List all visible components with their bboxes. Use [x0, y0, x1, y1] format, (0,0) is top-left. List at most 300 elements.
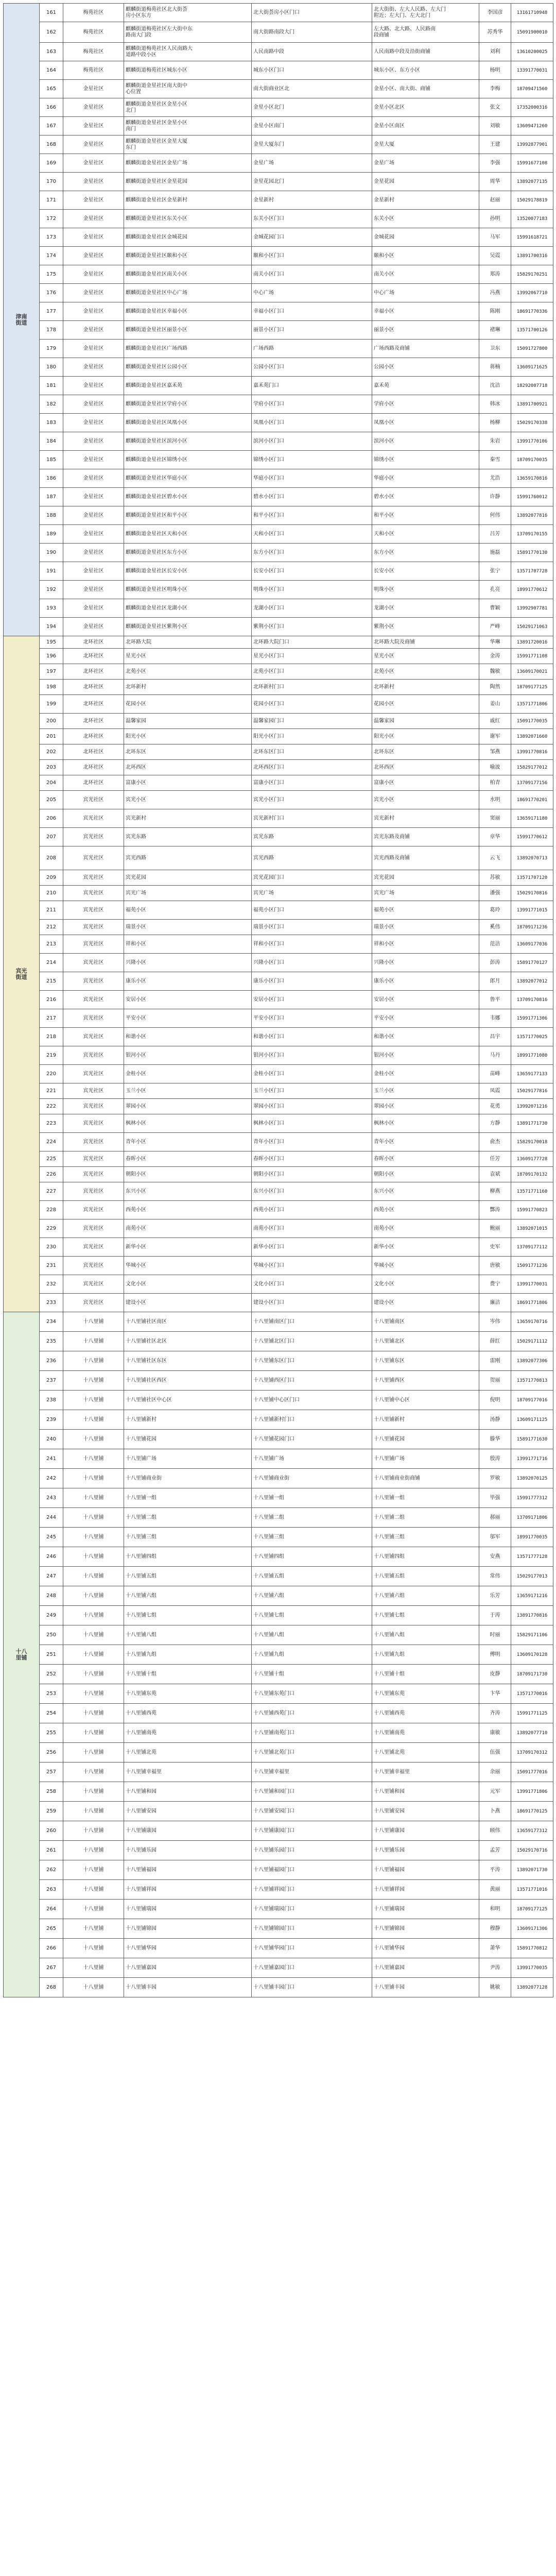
community-name: 宾光社区 [63, 828, 124, 846]
contact-phone: 13609171125 [511, 1410, 553, 1430]
contact-phone: 18991770612 [511, 581, 553, 599]
community-name: 北环社区 [63, 729, 124, 744]
coverage-area: 金桂小区 [372, 1065, 479, 1083]
table-row [4, 1841, 553, 1860]
contact-name: 元军 [479, 1782, 511, 1802]
coverage-area: 十八里铺康园 [372, 1821, 479, 1841]
row-number: 238 [40, 1391, 63, 1410]
coverage-area: 北环路大院及商铺 [372, 636, 479, 649]
row-number: 175 [40, 265, 63, 284]
site-address: 滨河小区门口 [252, 432, 372, 451]
coverage-area: 安居小区 [372, 991, 479, 1009]
table-row [4, 935, 553, 954]
community-name: 北环社区 [63, 744, 124, 760]
site-address: 锦绣小区门口 [252, 451, 372, 469]
site-address: 十八里铺乐园门口 [252, 1841, 372, 1860]
site-name: 十八里铺北苑 [124, 1743, 252, 1762]
site-name: 麒麟街道金星社区滨河小区 [124, 432, 252, 451]
coverage-area: 玉兰小区 [372, 1083, 479, 1099]
table-row [4, 1351, 553, 1371]
row-number: 259 [40, 1802, 63, 1821]
coverage-area: 十八里铺商业街商铺 [372, 1469, 479, 1488]
site-name: 麒麟街道金星社区天和小区 [124, 525, 252, 544]
site-address: 十八里铺北苑门口 [252, 1743, 372, 1762]
row-number: 222 [40, 1099, 63, 1114]
site-address: 瑞景小区门口 [252, 920, 372, 935]
site-name: 十八里铺七组 [124, 1606, 252, 1625]
table-row [4, 1151, 553, 1167]
contact-phone: 13892071730 [511, 1860, 553, 1880]
coverage-area: 十八里铺一组 [372, 1488, 479, 1508]
site-address: 和谐小区门口 [252, 1028, 372, 1046]
contact-phone: 15829171106 [511, 1625, 553, 1645]
contact-phone: 13891700921 [511, 395, 553, 414]
site-name: 花园小区 [124, 695, 252, 714]
community-name: 宾光社区 [63, 1009, 124, 1028]
table-row [4, 1201, 553, 1219]
contact-name: 马丹 [479, 1046, 511, 1065]
table-row [4, 695, 553, 714]
contact-phone: 15029171112 [511, 1332, 553, 1351]
coverage-area: 金星小区、南大街、商铺 [372, 80, 479, 98]
table-row [4, 1391, 553, 1410]
coverage-area: 城东小区、东方小区 [372, 61, 479, 80]
contact-phone: 13610200025 [511, 43, 553, 61]
community-name: 宾光社区 [63, 1099, 124, 1114]
site-address: 十八里铺六组 [252, 1586, 372, 1606]
row-number: 236 [40, 1351, 63, 1371]
row-number: 252 [40, 1665, 63, 1684]
contact-name: 赵丽 [479, 191, 511, 210]
site-address: 温馨家园门口 [252, 714, 372, 729]
contact-name: 魏敏 [479, 664, 511, 680]
contact-name: 安燕 [479, 1547, 511, 1567]
site-address: 西苑小区门口 [252, 1201, 372, 1219]
community-name: 梅苑社区 [63, 61, 124, 80]
site-name: 十八里铺社区北区 [124, 1332, 252, 1351]
contact-name: 杨明 [479, 61, 511, 80]
contact-name: 罗敏 [479, 1469, 511, 1488]
site-address: 十八里铺福园门口 [252, 1860, 372, 1880]
contact-name: 窦丽 [479, 809, 511, 828]
contact-name: 唐敏 [479, 1257, 511, 1275]
contact-phone: 15891771630 [511, 1430, 553, 1449]
contact-name: 吴霞 [479, 247, 511, 265]
site-address: 十八里铺七组 [252, 1606, 372, 1625]
site-name: 青年小区 [124, 1133, 252, 1151]
community-name: 宾光社区 [63, 901, 124, 920]
site-name: 宾光小区 [124, 791, 252, 809]
site-address: 朝阳小区门口 [252, 1167, 372, 1182]
site-name: 玉兰小区 [124, 1083, 252, 1099]
community-name: 十八里铺 [63, 1645, 124, 1665]
contact-phone: 13991771716 [511, 1449, 553, 1469]
community-name: 北环社区 [63, 760, 124, 775]
contact-phone: 13609171625 [511, 358, 553, 377]
community-name: 十八里铺 [63, 1371, 124, 1391]
contact-name: 金涛 [479, 649, 511, 664]
contact-phone: 15829170251 [511, 265, 553, 284]
table-row [4, 846, 553, 870]
coverage-area: 东方小区 [372, 544, 479, 562]
community-name: 宾光社区 [63, 870, 124, 886]
community-name: 金星社区 [63, 506, 124, 525]
row-number: 257 [40, 1762, 63, 1782]
coverage-area: 南苑小区 [372, 1219, 479, 1238]
coverage-area: 金城花园 [372, 228, 479, 247]
community-name: 十八里铺 [63, 1762, 124, 1782]
community-name: 宾光社区 [63, 1151, 124, 1167]
row-number: 242 [40, 1469, 63, 1488]
contact-phone: 13571771806 [511, 695, 553, 714]
community-name: 宾光社区 [63, 1219, 124, 1238]
site-name: 十八里铺三组 [124, 1528, 252, 1547]
row-number: 185 [40, 451, 63, 469]
coverage-area: 幸福小区 [372, 302, 479, 321]
community-name: 十八里铺 [63, 1978, 124, 1997]
site-address: 十八里铺瑞园门口 [252, 1900, 372, 1919]
community-name: 十八里铺 [63, 1880, 124, 1900]
coverage-area: 银河小区 [372, 1046, 479, 1065]
community-name: 十八里铺 [63, 1958, 124, 1978]
community-name: 十八里铺 [63, 1841, 124, 1860]
contact-phone: 13991771015 [511, 901, 553, 920]
coverage-area: 十八里铺二组 [372, 1508, 479, 1528]
contact-name: 殷涛 [479, 1449, 511, 1469]
contact-name: 戚红 [479, 714, 511, 729]
coverage-area: 十八里铺广场 [372, 1449, 479, 1469]
contact-name: 穆静 [479, 1919, 511, 1939]
coverage-area: 北大街街、左大人民路、左大门 附近；左大门、左大北门 [372, 4, 479, 22]
contact-name: 谢军 [479, 729, 511, 744]
contact-name: 葛玲 [479, 901, 511, 920]
contact-phone: 13891771730 [511, 1114, 553, 1133]
row-number: 250 [40, 1625, 63, 1645]
community-name: 十八里铺 [63, 1449, 124, 1469]
contact-name: 华琳 [479, 636, 511, 649]
community-name: 北环社区 [63, 695, 124, 714]
row-number: 181 [40, 377, 63, 395]
contact-name: 曹颖 [479, 599, 511, 618]
row-number: 261 [40, 1841, 63, 1860]
contact-phone: 18709170035 [511, 451, 553, 469]
site-name: 十八里铺乐园 [124, 1841, 252, 1860]
distribution-table [3, 3, 553, 1997]
row-number: 213 [40, 935, 63, 954]
site-name: 麒麟街道金星社区东关小区 [124, 210, 252, 228]
row-number: 233 [40, 1294, 63, 1312]
table-row [4, 1469, 553, 1488]
site-address: 安居小区门口 [252, 991, 372, 1009]
coverage-area: 长安小区 [372, 562, 479, 581]
row-number: 190 [40, 544, 63, 562]
site-address: 十八里铺幸福里 [252, 1762, 372, 1782]
table-row [4, 525, 553, 544]
contact-phone: 15891770127 [511, 954, 553, 972]
contact-phone: 13892077012 [511, 972, 553, 991]
site-address: 十八里铺锦园门口 [252, 1919, 372, 1939]
coverage-area: 人民南路中段及沿街商铺 [372, 43, 479, 61]
site-name: 十八里铺康园 [124, 1821, 252, 1841]
row-number: 235 [40, 1332, 63, 1351]
contact-phone: 13571707728 [511, 562, 553, 581]
site-address: 宾光小区门口 [252, 791, 372, 809]
row-number: 174 [40, 247, 63, 265]
table-row [4, 1238, 553, 1257]
contact-phone: 13709177156 [511, 775, 553, 791]
site-address: 十八里铺花园门口 [252, 1430, 372, 1449]
site-address: 十八里铺西苑门口 [252, 1704, 372, 1723]
contact-name: 乐芳 [479, 1586, 511, 1606]
site-address: 东兴小区门口 [252, 1182, 372, 1201]
table-row [4, 506, 553, 525]
contact-name: 鲁平 [479, 991, 511, 1009]
row-number: 225 [40, 1151, 63, 1167]
contact-phone: 13571770016 [511, 1684, 553, 1704]
table-row [4, 432, 553, 451]
row-number: 267 [40, 1958, 63, 1978]
contact-phone: 13709170816 [511, 991, 553, 1009]
row-number: 264 [40, 1900, 63, 1919]
contact-phone: 15029177013 [511, 1567, 553, 1586]
community-name: 金星社区 [63, 525, 124, 544]
site-address: 十八里铺南区门口 [252, 1312, 372, 1332]
site-name: 北苑小区 [124, 664, 252, 680]
coverage-area: 十八里铺四组 [372, 1547, 479, 1567]
site-address: 平安小区门口 [252, 1009, 372, 1028]
community-name: 十八里铺 [63, 1351, 124, 1371]
row-number: 171 [40, 191, 63, 210]
contact-phone: 15029170816 [511, 886, 553, 901]
contact-name: 刘敏 [479, 117, 511, 135]
community-name: 金星社区 [63, 135, 124, 154]
community-name: 金星社区 [63, 80, 124, 98]
row-number: 203 [40, 760, 63, 775]
community-name: 十八里铺 [63, 1860, 124, 1880]
table-row [4, 760, 553, 775]
community-name: 金星社区 [63, 562, 124, 581]
community-name: 金星社区 [63, 98, 124, 117]
table-row [4, 581, 553, 599]
site-name: 麒麟街道梅苑社区北大街荟 房小区东方 [124, 4, 252, 22]
table-row [4, 395, 553, 414]
coverage-area: 凤凰小区 [372, 414, 479, 432]
community-name: 宾光社区 [63, 991, 124, 1009]
site-name: 阳光小区 [124, 729, 252, 744]
community-name: 宾光社区 [63, 809, 124, 828]
community-name: 十八里铺 [63, 1782, 124, 1802]
row-number: 208 [40, 846, 63, 870]
site-name: 十八里铺丰园 [124, 1978, 252, 1997]
table-row [4, 1586, 553, 1606]
row-number: 247 [40, 1567, 63, 1586]
site-address: 广场西路 [252, 340, 372, 358]
contact-name: 马军 [479, 228, 511, 247]
coverage-area: 南关小区 [372, 265, 479, 284]
coverage-area: 明珠小区 [372, 581, 479, 599]
row-number: 254 [40, 1704, 63, 1723]
table-row [4, 809, 553, 828]
table-row [4, 1312, 553, 1332]
contact-name: 和明 [479, 1900, 511, 1919]
site-name: 十八里铺幸福里 [124, 1762, 252, 1782]
row-number: 206 [40, 809, 63, 828]
contact-phone: 15891770812 [511, 1939, 553, 1958]
contact-phone: 15991777312 [511, 1488, 553, 1508]
site-address: 春晖小区门口 [252, 1151, 372, 1167]
row-number: 253 [40, 1684, 63, 1704]
coverage-area: 建设小区 [372, 1294, 479, 1312]
contact-name: 吕芳 [479, 525, 511, 544]
contact-name: 卜燕 [479, 1802, 511, 1821]
row-number: 218 [40, 1028, 63, 1046]
contact-name: 顾伟 [479, 1821, 511, 1841]
contact-phone: 15891770130 [511, 544, 553, 562]
site-name: 银河小区 [124, 1046, 252, 1065]
contact-phone: 13609177036 [511, 935, 553, 954]
row-number: 182 [40, 395, 63, 414]
contact-name: 朱岩 [479, 432, 511, 451]
coverage-area: 星光小区 [372, 649, 479, 664]
row-number: 229 [40, 1219, 63, 1238]
site-name: 十八里铺社区西区 [124, 1371, 252, 1391]
site-name: 宾光花园 [124, 870, 252, 886]
site-address: 十八里铺二组 [252, 1508, 372, 1528]
community-name: 十八里铺 [63, 1625, 124, 1645]
contact-phone: 18292007718 [511, 377, 553, 395]
community-name: 十八里铺 [63, 1939, 124, 1958]
row-number: 234 [40, 1312, 63, 1332]
table-row [4, 191, 553, 210]
community-name: 金星社区 [63, 395, 124, 414]
community-name: 十八里铺 [63, 1528, 124, 1547]
row-number: 214 [40, 954, 63, 972]
contact-phone: 18991770035 [511, 1528, 553, 1547]
site-name: 安居小区 [124, 991, 252, 1009]
site-address: 银河小区门口 [252, 1046, 372, 1065]
contact-phone: 13892070713 [511, 846, 553, 870]
contact-name: 姚敏 [479, 1978, 511, 1997]
site-address: 阳光小区门口 [252, 729, 372, 744]
coverage-area: 花园小区 [372, 695, 479, 714]
contact-name: 汤静 [479, 1410, 511, 1430]
site-address: 十八里铺西区门口 [252, 1371, 372, 1391]
coverage-area: 和谐小区 [372, 1028, 479, 1046]
site-address: 星光小区门口 [252, 649, 372, 664]
contact-phone: 13992067710 [511, 284, 553, 302]
coverage-area: 锦绣小区 [372, 451, 479, 469]
site-address: 十八里铺丰园门口 [252, 1978, 372, 1997]
contact-name: 姜山 [479, 695, 511, 714]
site-address: 文化小区门口 [252, 1275, 372, 1294]
site-name: 麒麟街道梅苑社区城东小区 [124, 61, 252, 80]
table-row [4, 1528, 553, 1547]
contact-phone: 13892071660 [511, 729, 553, 744]
table-row [4, 636, 553, 649]
contact-phone: 13659171216 [511, 1586, 553, 1606]
row-number: 200 [40, 714, 63, 729]
coverage-area: 学府小区 [372, 395, 479, 414]
contact-phone: 13609170128 [511, 1645, 553, 1665]
contact-phone: 18709171236 [511, 920, 553, 935]
coverage-area: 十八里铺北苑 [372, 1743, 479, 1762]
contact-phone: 15029171063 [511, 618, 553, 636]
row-number: 194 [40, 618, 63, 636]
contact-phone: 17352000316 [511, 98, 553, 117]
coverage-area: 北苑小区 [372, 664, 479, 680]
contact-phone: 18709170132 [511, 1167, 553, 1182]
site-name: 瑞景小区 [124, 920, 252, 935]
contact-name: 尹涛 [479, 1958, 511, 1978]
community-name: 十八里铺 [63, 1391, 124, 1410]
contact-name: 刘利 [479, 43, 511, 61]
site-address: 十八里铺东区门口 [252, 1351, 372, 1371]
table-row [4, 1028, 553, 1046]
coverage-area: 十八里铺南苑 [372, 1723, 479, 1743]
site-address: 宾光东路 [252, 828, 372, 846]
community-name: 宾光社区 [63, 1182, 124, 1201]
contact-name: 俞杰 [479, 1133, 511, 1151]
coverage-area: 十八里铺八组 [372, 1625, 479, 1645]
site-address: 中心广场 [252, 284, 372, 302]
site-address: 南苑小区门口 [252, 1219, 372, 1238]
table-row [4, 1449, 553, 1469]
site-name: 十八里铺福园 [124, 1860, 252, 1880]
site-address: 十八里铺五组 [252, 1567, 372, 1586]
contact-phone: 13892077128 [511, 1978, 553, 1997]
site-name: 北环新村 [124, 680, 252, 695]
site-address: 金星小区北门 [252, 98, 372, 117]
contact-name: 韩冰 [479, 395, 511, 414]
community-name: 金星社区 [63, 377, 124, 395]
coverage-area: 翠园小区 [372, 1099, 479, 1114]
row-number: 172 [40, 210, 63, 228]
coverage-area: 宾光广场 [372, 886, 479, 901]
site-name: 十八里铺八组 [124, 1625, 252, 1645]
site-address: 南大街商业区北 [252, 80, 372, 98]
site-name: 十八里铺新村 [124, 1410, 252, 1430]
contact-name: 王建 [479, 135, 511, 154]
community-name: 金星社区 [63, 488, 124, 506]
community-name: 金星社区 [63, 321, 124, 340]
contact-phone: 13892077135 [511, 173, 553, 191]
site-name: 北环东区 [124, 744, 252, 760]
coverage-area: 金星广场 [372, 154, 479, 173]
site-address: 金城花园门口 [252, 228, 372, 247]
contact-phone: 18709177125 [511, 1900, 553, 1919]
table-row [4, 1860, 553, 1880]
coverage-area: 十八里铺西区 [372, 1371, 479, 1391]
site-name: 麒麟街道金星社区幸福小区 [124, 302, 252, 321]
row-number: 196 [40, 649, 63, 664]
coverage-area: 北环新村 [372, 680, 479, 695]
table-row [4, 321, 553, 340]
contact-name: 孟芳 [479, 1841, 511, 1860]
site-address: 十八里铺新村门口 [252, 1410, 372, 1430]
coverage-area: 十八里铺西苑 [372, 1704, 479, 1723]
community-name: 十八里铺 [63, 1802, 124, 1821]
site-address: 十八里铺华园门口 [252, 1939, 372, 1958]
row-number: 170 [40, 173, 63, 191]
community-name: 十八里铺 [63, 1508, 124, 1528]
site-address: 祥和小区门口 [252, 935, 372, 954]
coverage-area: 康乐小区 [372, 972, 479, 991]
coverage-area: 天和小区 [372, 525, 479, 544]
community-name: 宾光社区 [63, 1065, 124, 1083]
community-name: 金星社区 [63, 284, 124, 302]
community-name: 宾光社区 [63, 791, 124, 809]
site-address: 华城小区门口 [252, 1257, 372, 1275]
